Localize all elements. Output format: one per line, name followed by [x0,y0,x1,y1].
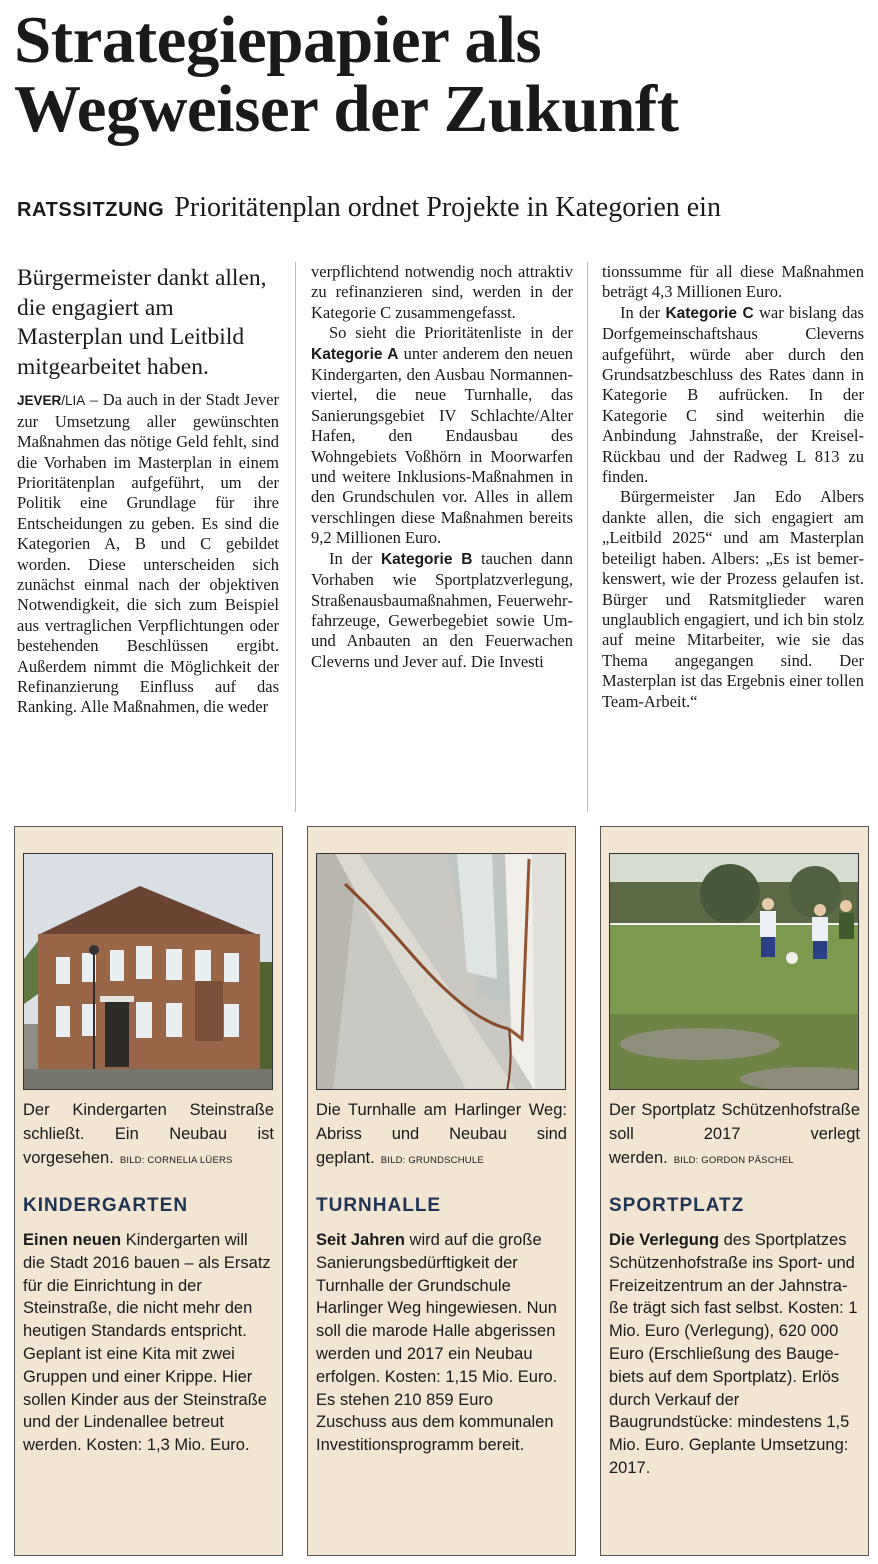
photo-caption [609,1098,860,1173]
kindergarten-photo [23,853,273,1090]
article-paragraph [311,323,573,548]
box-body: Kindergarten will die Stadt 2016 bauen – als Ersatz für die Einrichtung in der Steinstraße, die nicht mehr den heutigen Standards entspricht. Geplant ist eine Kita mit zwei Gruppen und einer Krippe. Hier sollen Kinder aus der Steinstraße und der Lindenallee betreut werden. Kosten: 1,3 Mio. Euro. [23,1231,271,1455]
info-box-kindergarten [14,826,283,1556]
caption-text: Der Kindergarten Steinstraße schließt. Ein Neubau ist vorgesehen. [23,1101,274,1167]
window-frame-damage-image [317,854,566,1090]
subheadline [17,192,875,224]
dateline-place: JEVER [17,393,62,409]
article-paragraph: verpflichtend notwendig noch attraktiv zu refinanzieren sind, werden in der Kategorie C zusammengefasst. [311,262,573,322]
sportplatz-photo [609,853,859,1090]
kicker: RATSSITZUNG [17,199,165,221]
dateline [17,393,85,408]
box-title: SPORTPLATZ [609,1195,745,1216]
info-box-turnhalle [307,826,576,1556]
box-lead: Einen neuen [23,1231,122,1249]
text-run: So sieht die Prioritätenliste in der [329,323,573,343]
article-intro: Bürgermeister dankt allen, die engagiert am Masterplan und Leitbild mitgearbeitet haben. [17,265,267,380]
headline [14,3,874,146]
box-title: KINDERGARTEN [23,1195,189,1216]
article-paragraph [602,303,864,488]
box-title: TURNHALLE [316,1195,442,1216]
article-text: – Da auch in der Stadt Jever zur Umsetzung aller gewünschten Maßnahmen das nötige Geld fehlt, sind die Vorhaben im Masterplan in einem Prioritätenplan aufgeführt, um der Politik eine Grundlage für ihre Entscheidungen zu geben. Es sind die Kategorien A, B und C gebildet worden. Diese unterscheiden sich zunächst einmal nach der objektiven Notwendigkeit, die sich zum Beispiel aus vertraglichen Verpflichtungen oder bestehenden Beschlüssen ergibt. Außerdem nimmt die Möglichkeit der Refinanzierung Einfluss auf das Ranking. Alle Maßnahmen, die weder [17,390,279,717]
box-text [316,1229,567,1457]
text-run: In der [329,548,381,568]
caption-text: Die Turnhalle am Harlinger Weg: Abriss und Neubau sind geplant. [316,1101,567,1167]
box-lead: Seit Jahren [316,1231,405,1249]
category-c-label: Kategorie C [665,304,754,322]
article-column-2 [311,262,573,672]
category-b-label: Kategorie B [380,550,473,568]
deck: Prioritätenplan ordnet Projekte in Kategorien ein [174,192,721,223]
box-text [23,1229,274,1457]
football-pitch-image [610,854,859,1090]
article-paragraph: tionssumme für all diese Maßnahmen beträgt 4,3 Millionen Euro. [602,262,864,302]
headline-line-2: Wegweiser der Zukunft [14,72,679,146]
article-column-3 [602,262,864,712]
column-rule-2 [587,262,588,812]
text-run: unter anderem den neuen Kindergarten, den Ausbau Normannenviertel, die neue Turnhalle, das Sanierungsgebiet IV Schlachte/Alter Hafen, den Endausbau des Wohngebiets Voßhörn in Moorwarfen und weitere Inklusions-Maßnahmen in den Grundschulen vor. Alles in allem verschlingen diese Maßnahmen bereits 9,2 Millionen Euro. [311,343,573,548]
text-run: In der [620,302,666,322]
turnhalle-photo [316,853,566,1090]
article-column-1 [17,264,279,718]
photo-caption [316,1098,567,1173]
photo-credit: BILD: GRUNDSCHULE [380,1155,484,1166]
article-paragraph [311,549,573,672]
article-paragraph [17,390,279,718]
box-body: wird auf die große Sanierungsbedürftigkeit der Turnhalle der Grundschule Harlinger Weg hingewiesen. Nun soll die marode Halle abgerissen werden und 2017 ein Neubau erfolgen. Kosten: 1,15 Mio. Euro. Es stehen 210 859 Euro Zuschuss aus dem kommunalen Investitionsprogramm bereit. [316,1231,558,1455]
text-run: war bislang das Dorfgemeinschaftshaus Cleverns aufgeführt, würde aber durch den Grundsatzbeschluss des Rates dann in Kategorie B aufrücken. In der Kategorie C sind weiterhin die Anbindung Jahnstraße, der Kreisel-Rückbau und der Radweg L 813 zu finden. [602,302,864,487]
column-rule-1 [295,262,296,812]
kindergarten-building-image [24,854,273,1090]
dateline-author: /LIA [61,393,86,409]
caption-text: Der Sportplatz Schützenhofstraße soll 2017 verlegt werden. [609,1101,860,1167]
box-lead: Die Verlegung [609,1231,720,1249]
category-a-label: Kategorie A [311,345,399,363]
info-box-sportplatz [600,826,869,1556]
photo-credit: BILD: CORNELIA LÜERS [119,1155,233,1166]
text-run: tauchen dann Vorhaben wie Sportplatzverlegung, Straßenausbaumaßnahmen, Feuerwehrfahrzeuge, Gewerbegebiet sowie Um- und Anbauten an den Feuerwachen Cleverns und Jever auf. Die Investi [311,548,573,671]
box-body: des Sportplatzes Schützenhofstraße ins Sport- und Freizeitzentrum an der Jahnstraße trägt sich fast selbst. Kosten: 1 Mio. Euro (Verlegung), 620 000 Euro (Erschließung des Baugebiets auf dem Sportplatz). Erlös durch Verkauf der Baugrundstücke: mindestens 1,5 Mio. Euro. Geplante Umsetzung: 2017. [609,1231,858,1477]
photo-caption [23,1098,274,1173]
headline-line-1: Strategiepapier als [14,3,542,77]
box-text [609,1229,860,1480]
photo-credit: BILD: GORDON PÄSCHEL [673,1155,794,1166]
article-paragraph: Bürgermeister Jan Edo Albers dankte allen, die sich engagiert am „Leitbild 2025“ und am Masterplan beteiligt haben. Albers: „Es ist bemerkenswert, wie der Prozess gelaufen ist. Bürger und Ratsmitglieder waren unglaublich engagiert, und ich bin stolz auf meine Mitarbeiter, wie sie das Thema angegangen sind. Der Masterplan ist das Ergebnis einer tollen Team-Arbeit.“ [602,487,864,711]
